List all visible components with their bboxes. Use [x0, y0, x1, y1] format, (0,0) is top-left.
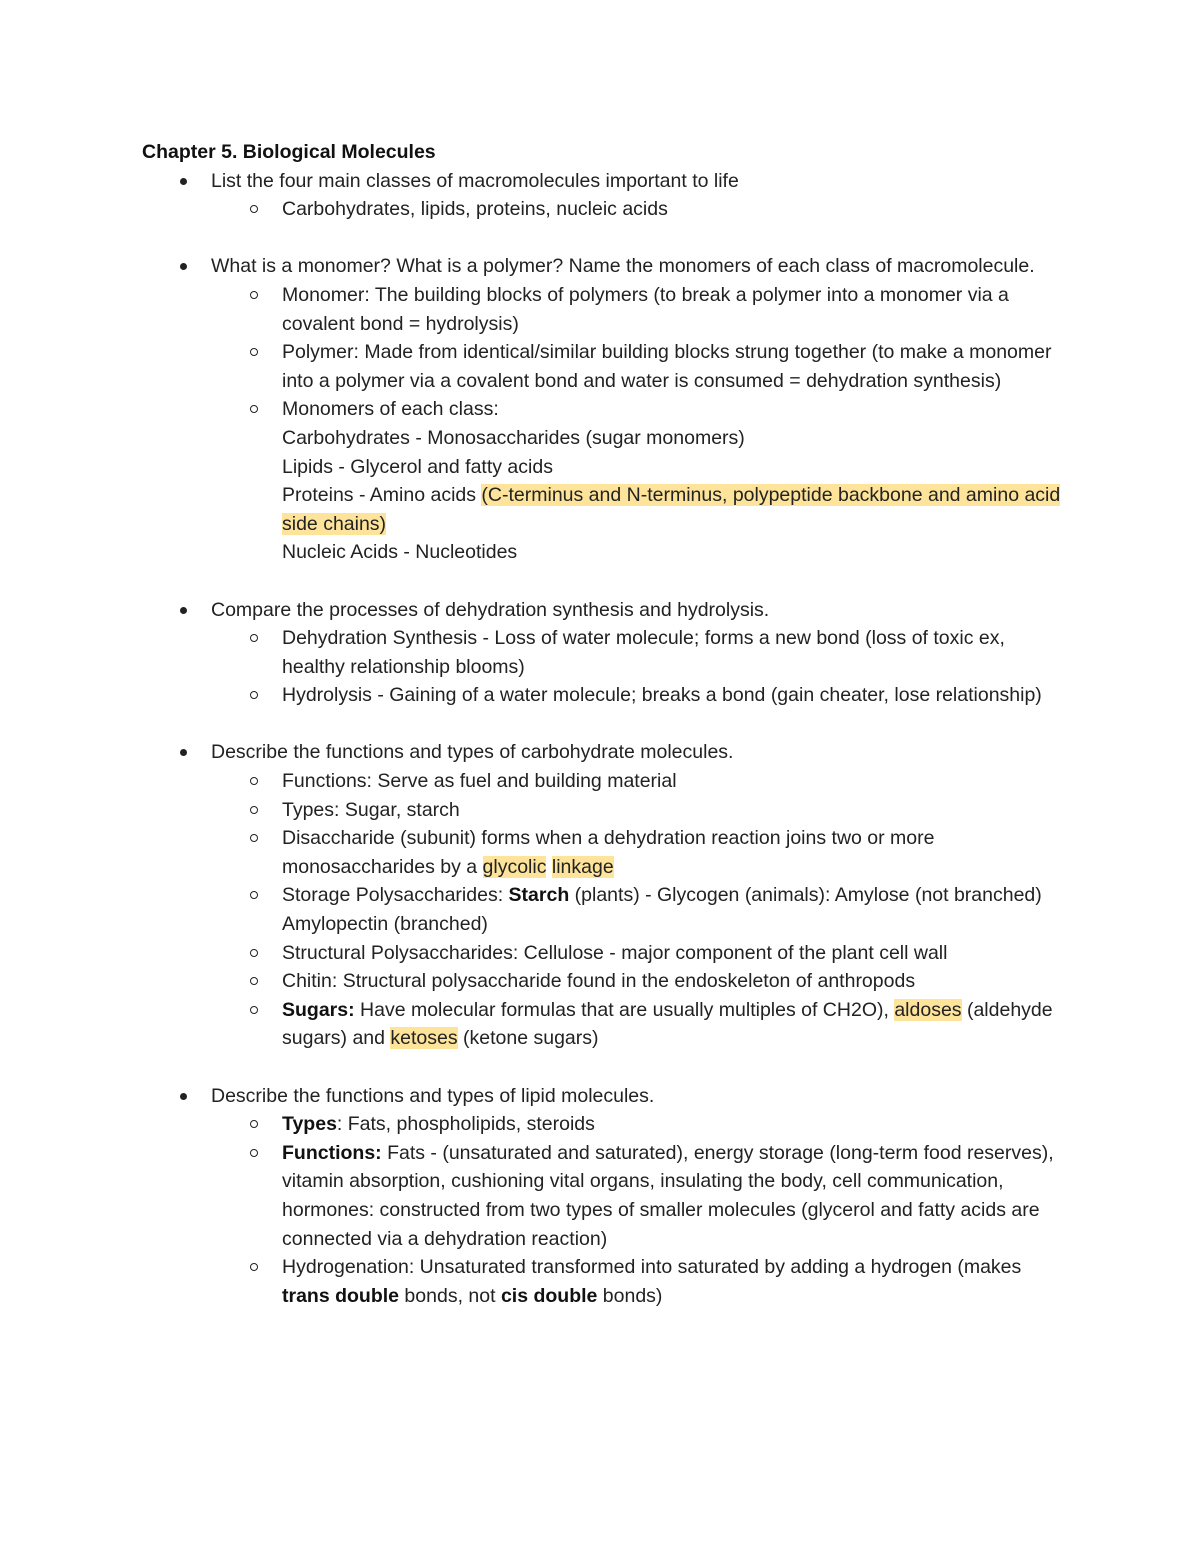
answer-list [211, 767, 1062, 1053]
spacer [142, 567, 1062, 596]
highlighted-text: (C-terminus and N-terminus, polypeptide backbone and amino acid side chains) [282, 484, 1061, 535]
bold-text: Types [282, 1113, 337, 1136]
answer-item [211, 281, 1062, 338]
answer-item [211, 796, 1062, 825]
answer-item [211, 195, 1062, 224]
spacer [142, 224, 1062, 253]
highlighted-text: aldoses [894, 998, 962, 1021]
answer-text: Monomers of each class: [282, 398, 499, 421]
answer-item [211, 395, 1062, 567]
answer-text: bonds, not [399, 1284, 501, 1307]
question-item [142, 167, 1062, 224]
answer-item [211, 939, 1062, 968]
answer-text: Polymer: Made from identical/similar building blocks strung together (to make a monomer into a polymer via a covalent bond and water is consumed = dehydration synthesis) [282, 341, 1052, 392]
question-list [142, 252, 1062, 567]
answer-text: Carbohydrates, lipids, proteins, nucleic acids [282, 198, 668, 221]
highlighted-text: linkage [551, 855, 614, 878]
answer-list [211, 624, 1062, 710]
question-list [142, 1082, 1062, 1311]
bold-text: cis double [500, 1284, 598, 1307]
answer-text: Disaccharide (subunit) forms when a dehydration reaction joins two or more monosaccharides by a [282, 827, 935, 878]
question-list [142, 738, 1062, 1053]
monomer-nucleic-acids: Nucleic Acids - Nucleotides [282, 541, 518, 564]
answer-text: Fats - (unsaturated and saturated), energy storage (long-term food reserves), vitamin absorption, cushioning vital organs, insulating the body, cell communication, hormones: constructed from two types of smaller molecules (glycerol and fatty acids are connected via a dehydration reaction) [282, 1141, 1054, 1250]
answer-text: Storage Polysaccharides: [282, 884, 509, 907]
answer-item [211, 967, 1062, 996]
answer-list [211, 195, 1062, 224]
answer-text: (aldehyde sugars) and [282, 998, 1053, 1050]
question-list [142, 167, 1062, 224]
spacer [142, 1053, 1062, 1082]
answer-text: Hydrogenation: Unsaturated transformed into saturated by adding a hydrogen (makes [282, 1256, 1022, 1279]
bold-text: trans double [282, 1284, 400, 1307]
monomer-lipids: Lipids - Glycerol and fatty acids [282, 455, 553, 478]
answer-text: Hydrolysis - Gaining of a water molecule; breaks a bond (gain cheater, lose relationship) [282, 684, 1042, 707]
answer-text: Chitin: Structural polysaccharide found in the endoskeleton of anthropods [282, 970, 916, 993]
bold-text: Functions: [282, 1141, 382, 1164]
answer-item [211, 624, 1062, 681]
answer-text: (plants) - Glycogen (animals): Amylose (not branched) Amylopectin (branched) [282, 884, 1042, 936]
answer-item [211, 681, 1062, 710]
question-item [142, 596, 1062, 710]
question-text: List the four main classes of macromolecules important to life [211, 169, 739, 192]
answer-text: bonds) [597, 1284, 663, 1307]
answer-text: Have molecular formulas that are usually multiples of CH2O), [354, 998, 895, 1021]
question-text: What is a monomer? What is a polymer? Name the monomers of each class of macromolecule. [211, 255, 1035, 278]
spacer [142, 710, 1062, 739]
answer-list [211, 1110, 1062, 1310]
answer-text: Types: Sugar, starch [282, 798, 460, 821]
question-text: Compare the processes of dehydration synthesis and hydrolysis. [211, 598, 770, 621]
answer-list [211, 281, 1062, 567]
answer-text: Monomer: The building blocks of polymers (to break a polymer into a monomer via a covalent bond = hydrolysis) [282, 283, 1009, 335]
chapter-title: Chapter 5. Biological Molecules [142, 141, 436, 163]
question-text: Describe the functions and types of carbohydrate molecules. [211, 741, 734, 764]
bold-text: Sugars: [282, 998, 355, 1021]
answer-item [211, 1139, 1062, 1253]
answer-item [211, 881, 1062, 938]
answer-text: Proteins - Amino acids [282, 484, 482, 507]
monomer-carbohydrates: Carbohydrates - Monosaccharides (sugar monomers) [282, 426, 745, 449]
question-list [142, 596, 1062, 710]
highlighted-text: ketoses [390, 1027, 458, 1050]
answer-text: : Fats, phospholipids, steroids [336, 1113, 595, 1136]
bold-text: Starch [508, 884, 570, 907]
answer-text: Structural Polysaccharides: Cellulose - major component of the plant cell wall [282, 941, 948, 964]
answer-item [211, 1253, 1062, 1310]
answer-text: Dehydration Synthesis - Loss of water molecule; forms a new bond (loss of toxic ex, healthy relationship blooms) [282, 627, 1005, 678]
document-page [142, 138, 1062, 1310]
highlighted-text: glycolic [482, 855, 547, 878]
answer-item [211, 996, 1062, 1053]
monomer-proteins [282, 481, 1062, 538]
answer-item [211, 824, 1062, 881]
question-item [142, 1082, 1062, 1311]
answer-item [211, 338, 1062, 395]
question-text: Describe the functions and types of lipid molecules. [211, 1084, 655, 1107]
answer-item [211, 1110, 1062, 1139]
question-item [142, 252, 1062, 567]
answer-text: (ketone sugars) [457, 1027, 599, 1050]
answer-item [211, 767, 1062, 796]
answer-text: Functions: Serve as fuel and building material [282, 770, 677, 793]
question-item [142, 738, 1062, 1053]
